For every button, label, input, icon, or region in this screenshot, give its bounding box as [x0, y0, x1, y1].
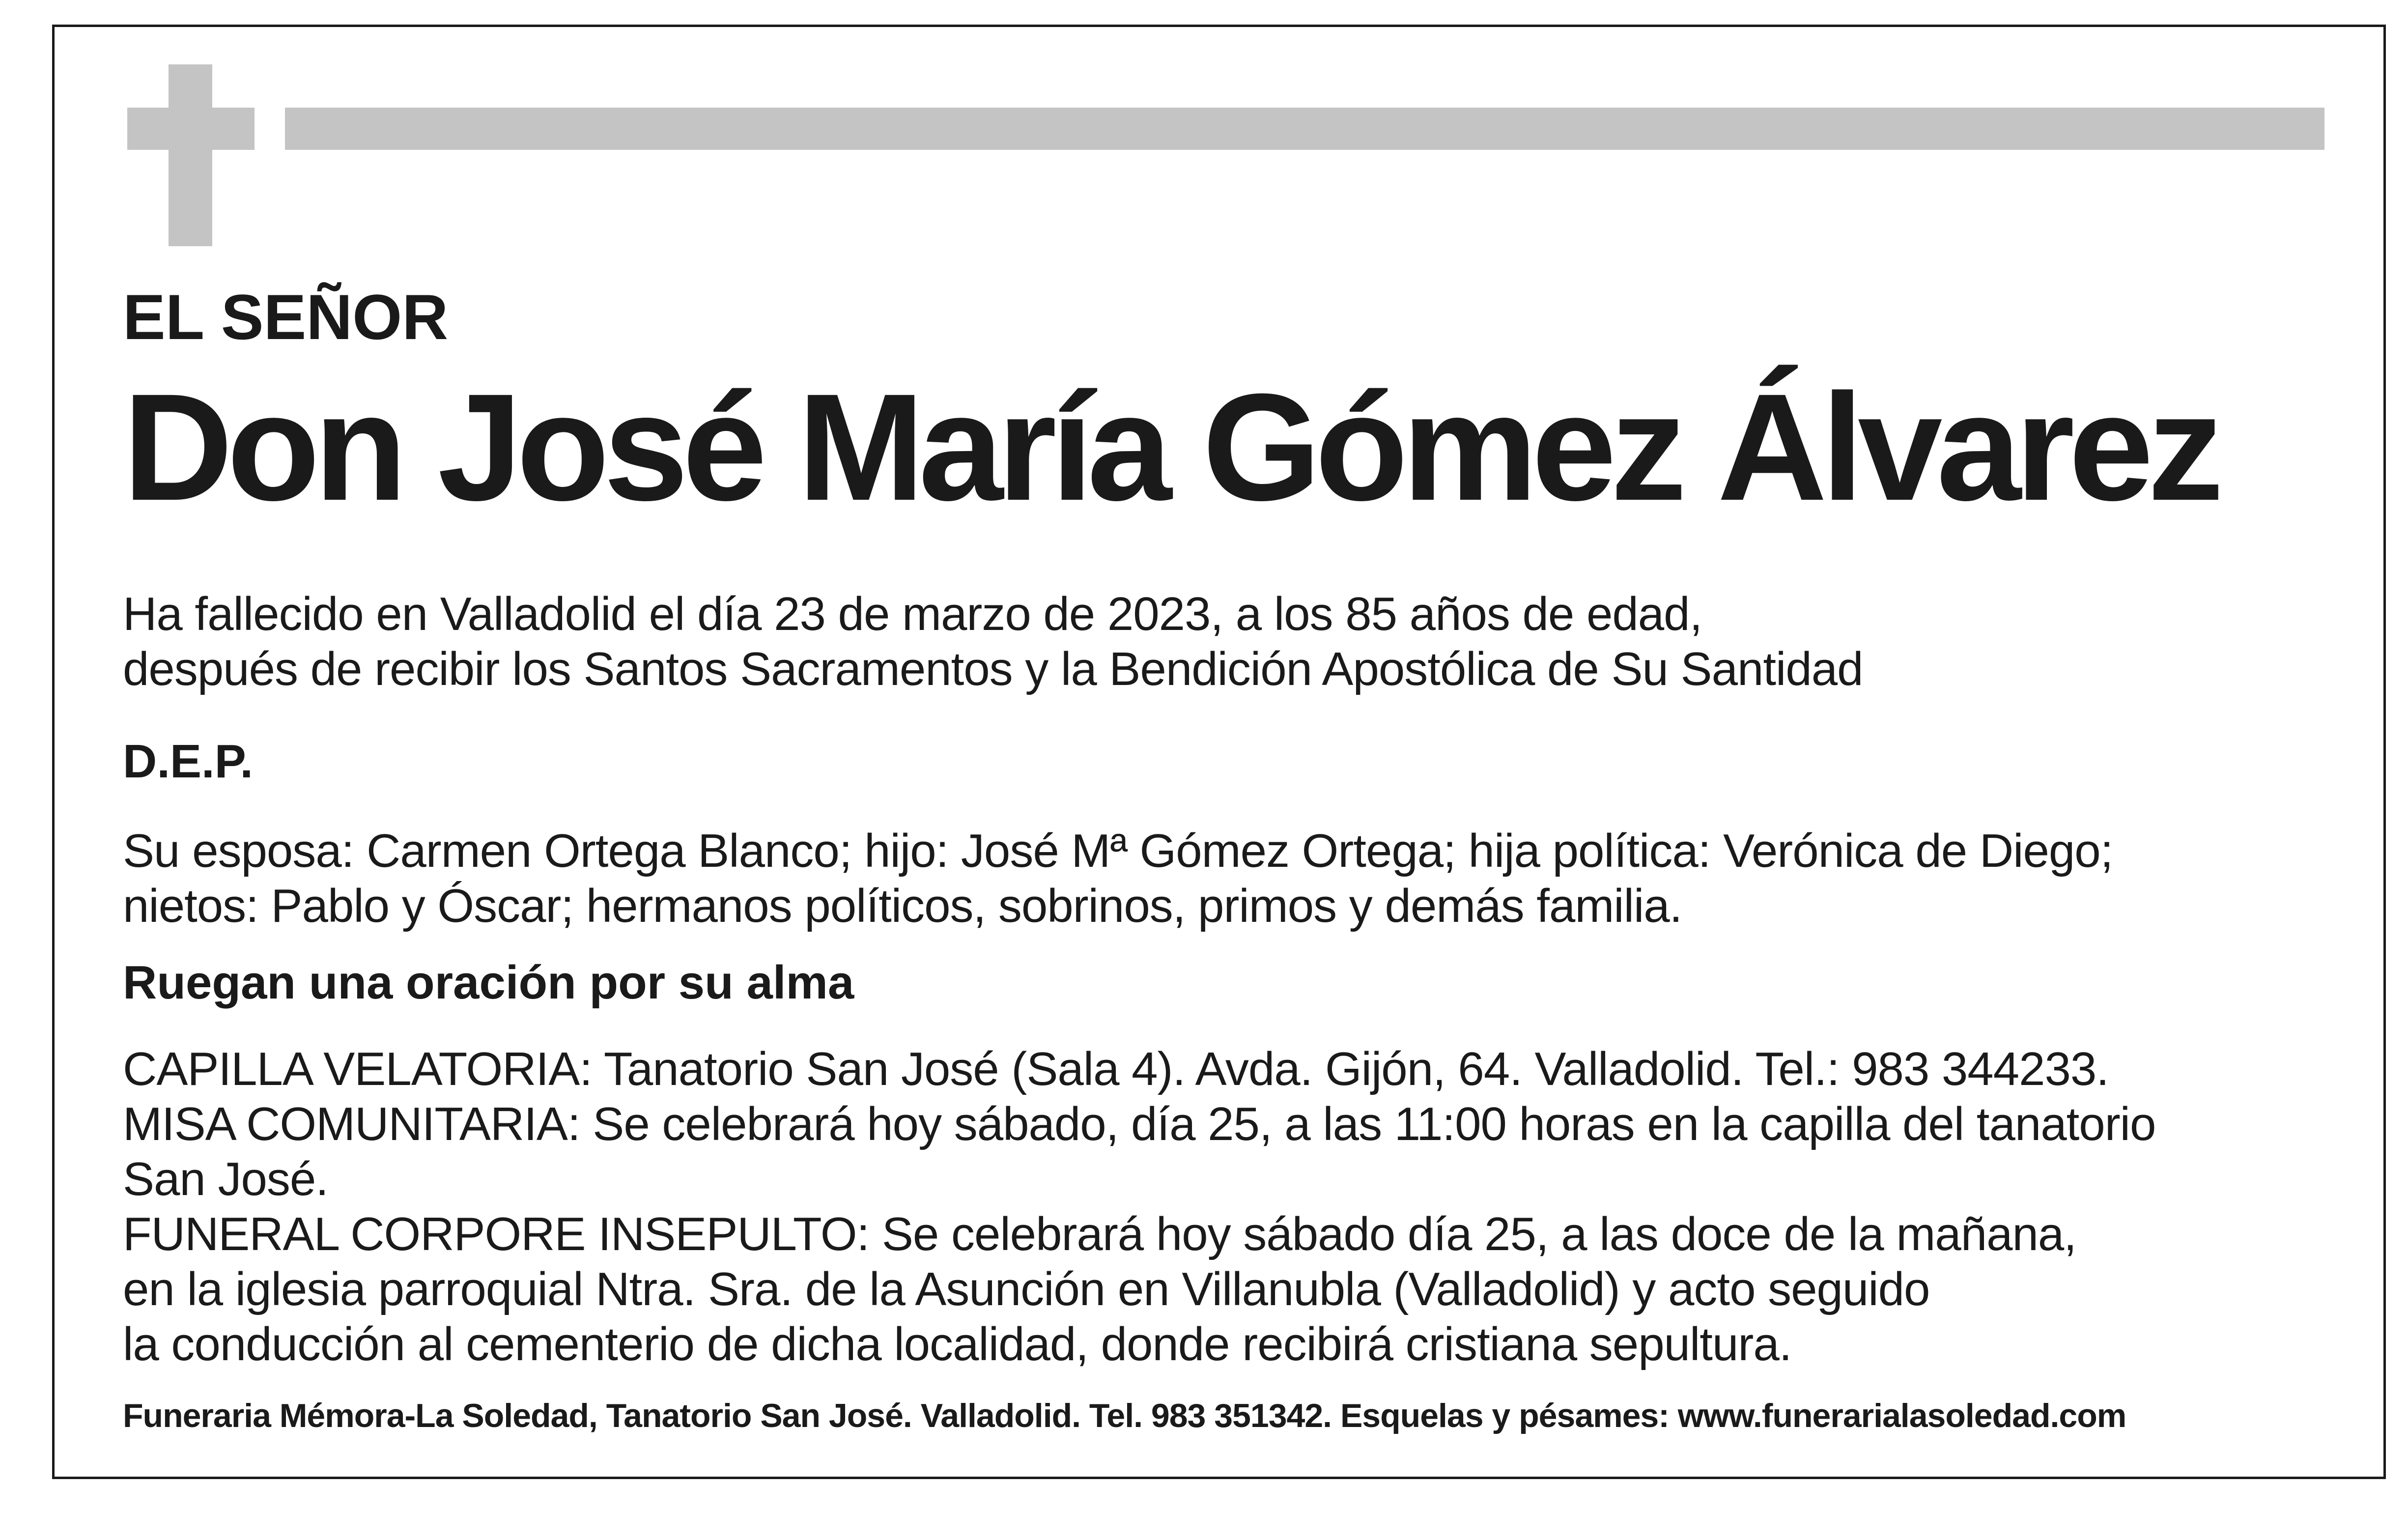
cross-icon-arm: [127, 108, 255, 150]
dep-label: D.E.P.: [123, 735, 254, 788]
title-honorific: EL SEÑOR: [123, 281, 449, 353]
header-bar-decoration: [285, 108, 2324, 150]
service-line: la conducción al cementerio de dicha localidad, donde recibirá cristiana sepultura.: [123, 1318, 1792, 1370]
deceased-name: Don José María Gómez Álvarez: [123, 362, 2218, 532]
family-line: nietos: Pablo y Óscar; hermanos políticos, sobrinos, primos y demás familia.: [123, 880, 1682, 932]
funeral-home-footer: Funeraria Mémora-La Soledad, Tanatorio San José. Valladolid. Tel. 983 351342. Esquelas y pésames: www.funerarialasoledad.com: [123, 1397, 2126, 1434]
family-line: Su esposa: Carmen Ortega Blanco; hijo: José Mª Gómez Ortega; hija política: Verónica de Diego;: [123, 825, 2113, 877]
service-line: FUNERAL CORPORE INSEPULTO: Se celebrará hoy sábado día 25, a las doce de la mañana,: [123, 1208, 2076, 1260]
prayer-request: Ruegan una oración por su alma: [123, 956, 854, 1009]
service-line: San José.: [123, 1153, 328, 1205]
service-line: MISA COMUNITARIA: Se celebrará hoy sábado, día 25, a las 11:00 horas en la capilla del tanatorio: [123, 1098, 2156, 1150]
service-line: CAPILLA VELATORIA: Tanatorio San José (Sala 4). Avda. Gijón, 64. Valladolid. Tel.: 983 344233.: [123, 1043, 2109, 1095]
death-line: después de recibir los Santos Sacramentos y la Bendición Apostólica de Su Santidad: [123, 643, 1863, 695]
service-line: en la iglesia parroquial Ntra. Sra. de la Asunción en Villanubla (Valladolid) y acto seguido: [123, 1263, 1930, 1315]
cross-icon: [169, 64, 212, 246]
death-line: Ha fallecido en Valladolid el día 23 de marzo de 2023, a los 85 años de edad,: [123, 588, 1702, 640]
